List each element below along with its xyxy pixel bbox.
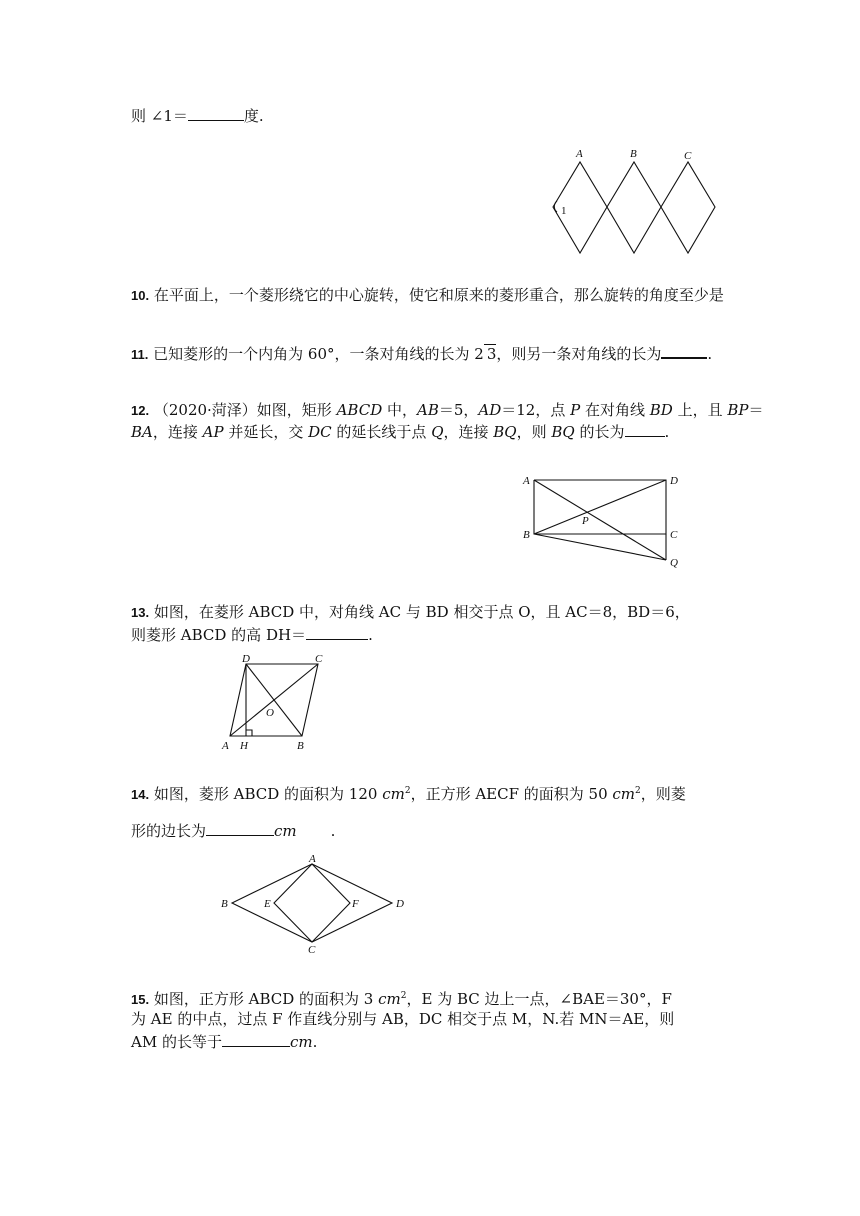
rhombus-3 (661, 162, 715, 253)
label-angle-1: 1 (561, 205, 567, 217)
label-B: B (297, 740, 304, 752)
question-10: 10. 在平面上，一个菱形绕它的中心旋转，使它和原来的菱形重合，那么旋转的角度至少是 (131, 286, 724, 304)
figure-rhombus-square (218, 852, 413, 957)
label-E: E (264, 898, 271, 910)
label-D: D (396, 898, 404, 910)
answer-blank[interactable] (306, 625, 368, 640)
question-15-line-1: 15. 如图，正方形 ABCD 的面积为 3 $cm^2$，E 为 BC 边上一点，∠BAE＝30°，F (131, 990, 672, 1008)
label-C: C (315, 653, 323, 665)
label-O: O (266, 707, 274, 719)
segment-bq (534, 534, 666, 560)
square-aecf (274, 864, 350, 942)
answer-blank[interactable] (661, 343, 707, 359)
figure-rectangle-abcd (520, 470, 690, 570)
label-C: C (684, 150, 692, 162)
label-C: C (670, 529, 678, 541)
label-A: A (309, 853, 316, 865)
right-angle-mark (246, 730, 252, 736)
question-15-line-3: AM 的长等于 cm. (131, 1033, 318, 1051)
diagonal-bd (534, 480, 666, 534)
question-13-line-2: 则菱形 ABCD 的高 DH＝ . (131, 626, 373, 644)
question-13-line-1: 13. 如图，在菱形 ABCD 中，对角线 AC 与 BD 相交于点 O，且 AC＝8，BD＝6， (131, 603, 690, 621)
question-14-line-2: 形的边长为 cm . (131, 822, 336, 840)
figure-rhombus-height (220, 652, 340, 752)
question-12-line-2: BA，连接 AP 并延长，交 DC 的延长线于点 Q，连接 BQ，则 BQ 的长为 . (131, 423, 670, 441)
rhombus-2 (607, 162, 661, 253)
label-B: B (523, 529, 530, 541)
answer-blank[interactable] (188, 106, 244, 121)
label-B: B (221, 898, 228, 910)
diagonal-bd (246, 664, 302, 736)
figure-three-rhombi (545, 145, 725, 260)
question-15-line-2: 为 AE 的中点，过点 F 作直线分别与 AB，DC 相交于点 M，N.若 MN＝AE，则 (131, 1010, 675, 1028)
label-A: A (576, 148, 583, 160)
label-A: A (222, 740, 229, 752)
label-D: D (670, 475, 678, 487)
label-Q: Q (670, 557, 678, 569)
label-A: A (523, 475, 530, 487)
answer-blank[interactable] (206, 821, 274, 836)
line-aq (534, 480, 666, 560)
label-P: P (582, 515, 589, 527)
question-12-line-1: 12. （2020·菏泽）如图，矩形 ABCD 中，AB＝5，AD＝12，点 P 在对角线 BD 上，且 BP＝ (131, 401, 764, 419)
answer-blank[interactable] (625, 422, 665, 437)
label-C: C (308, 944, 316, 956)
label-H: H (240, 740, 248, 752)
label-F: F (352, 898, 359, 910)
question-14-line-1: 14. 如图，菱形 ABCD 的面积为 120 $cm^2$，正方形 AECF 的面积为 50 $cm^2$，则菱 (131, 785, 686, 803)
rhombus (232, 864, 392, 942)
question-11: 11. 已知菱形的一个内角为 60°，一条对角线的长为 2 3，则另一条对角线的长为 . (131, 345, 713, 363)
label-D: D (242, 653, 250, 665)
label-B: B (630, 148, 637, 160)
answer-blank[interactable] (222, 1032, 290, 1047)
q9-line: 则 ∠1＝ 度. (131, 107, 264, 125)
sqrt-radicand: 3 (484, 344, 497, 363)
